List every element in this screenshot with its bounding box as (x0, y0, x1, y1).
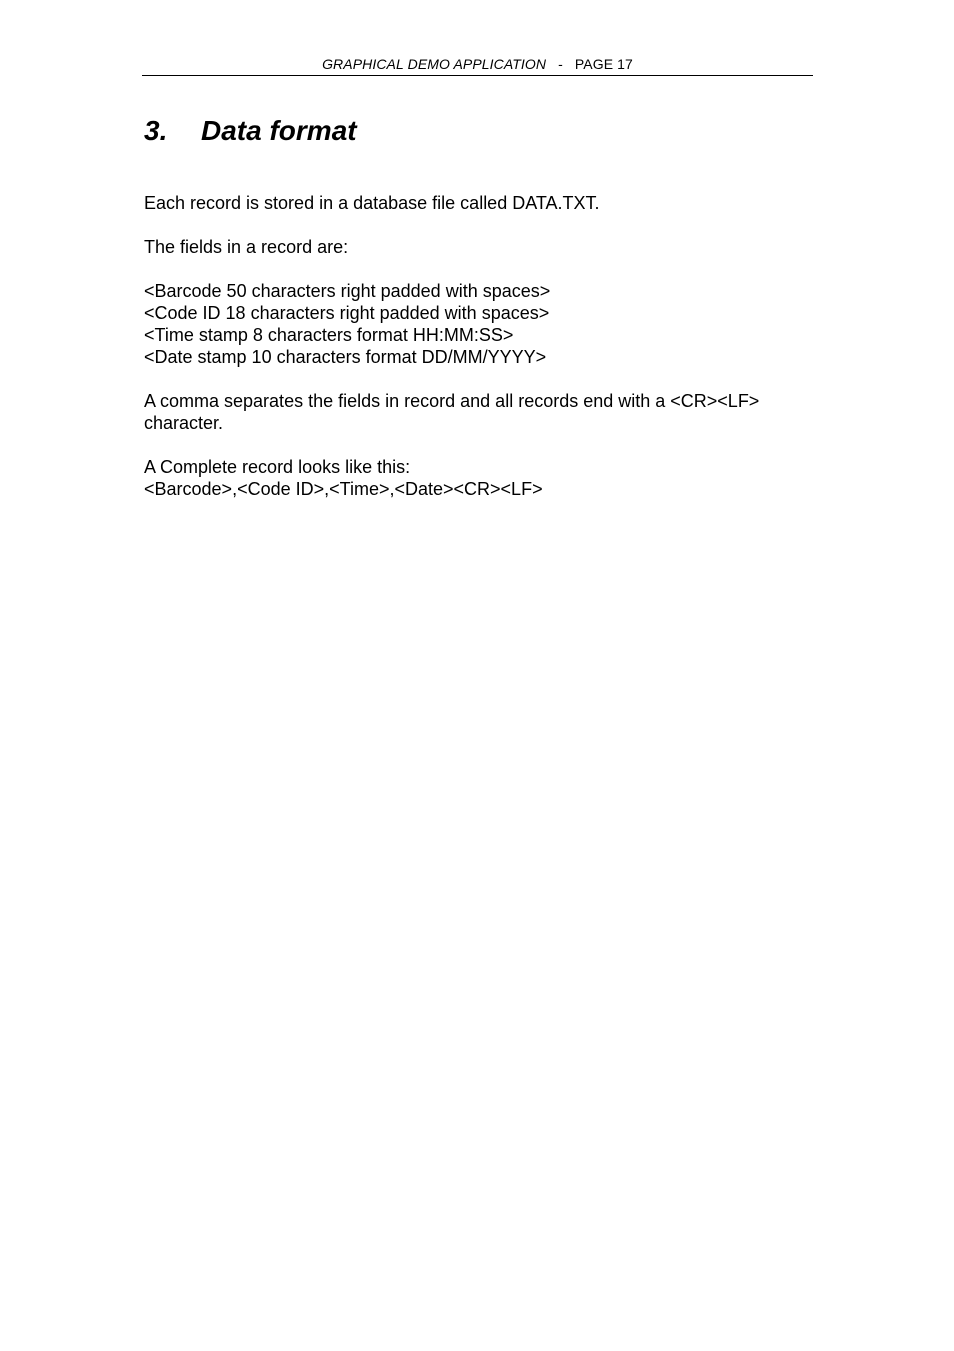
running-header (142, 56, 813, 76)
section-number: 3. (144, 115, 168, 146)
intro-paragraph: Each record is stored in a database file called DATA.TXT. (144, 193, 600, 213)
field-line: <Time stamp 8 characters format HH:MM:SS> (144, 325, 514, 345)
section-body (144, 192, 814, 500)
fields-intro-paragraph: The fields in a record are: (144, 237, 349, 257)
header-page-number: PAGE 17 (574, 56, 633, 72)
example-record-line: <Barcode>,<Code ID>,<Time>,<Date><CR><LF> (144, 479, 543, 499)
separator-note-line: character. (144, 413, 224, 433)
field-line: <Barcode 50 characters right padded with spaces> (144, 281, 551, 301)
section-heading (144, 114, 357, 148)
separator-note-line: A comma separates the fields in record and all records end with a <CR><LF> (144, 391, 760, 411)
example-intro-paragraph: A Complete record looks like this: (144, 457, 411, 477)
section-title: Data format (201, 115, 357, 146)
header-separator: - (558, 56, 563, 72)
header-document-title: GRAPHICAL DEMO APPLICATION (322, 56, 547, 72)
field-line: <Code ID 18 characters right padded with spaces> (144, 303, 550, 323)
field-line: <Date stamp 10 characters format DD/MM/YYYY> (144, 347, 547, 367)
